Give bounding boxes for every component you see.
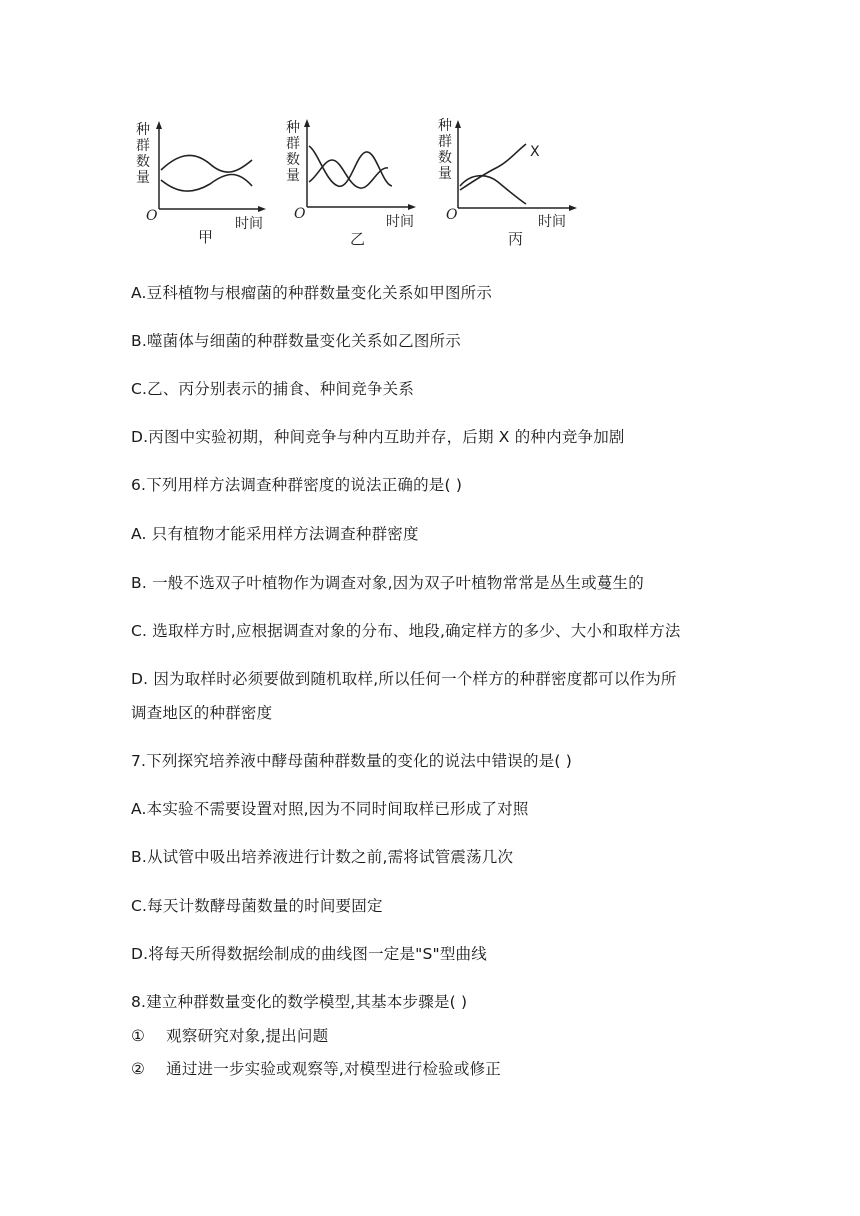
figure-bing [432,112,582,252]
y-label-char: 数 [438,150,452,166]
y-label-char: 种 [136,122,150,138]
step-text: 观察研究对象,提出问题 [166,1027,329,1045]
q7-option-a: A.本实验不需要设置对照,因为不同时间取样已形成了对照 [131,800,529,818]
curve-upper [161,155,252,172]
q8-stem: 8.建立种群数量变化的数学模型,其基本步骤是( ) [131,993,468,1011]
y-label-char: 种 [438,118,452,134]
q6-stem: 6.下列用样方法调查种群密度的说法正确的是( ) [131,476,463,494]
y-label-char: 量 [136,170,150,186]
x-axis-label: 时间 [538,214,566,230]
q5-option-d: D.丙图中实验初期，种间竞争与种内互助并存，后期 X 的种内竞争加剧 [131,428,625,446]
q5-option-b: B.噬菌体与细菌的种群数量变化关系如乙图所示 [131,332,461,350]
q7-option-d: D.将每天所得数据绘制成的曲线图一定是"S"型曲线 [131,945,487,963]
step-number: ② [131,1060,146,1078]
curve-lower [161,175,252,192]
y-label-char: 量 [286,168,300,184]
q8-step-2 [131,1058,501,1080]
origin-label: O [294,206,306,222]
step-text: 通过进一步实验或观察等,对模型进行检验或修正 [166,1060,501,1078]
q6-option-a: A. 只有植物才能采用样方法调查种群密度 [131,525,419,543]
q5-option-a: A.豆科植物与根瘤菌的种群数量变化关系如甲图所示 [131,284,493,302]
y-label-char: 数 [286,152,300,168]
curve-x [460,144,526,190]
q7-option-b: B.从试管中吸出培养液进行计数之前,需将试管震荡几次 [131,848,514,866]
q5-option-c: C.乙、丙分别表示的捕食、种间竞争关系 [131,380,415,398]
figure-caption: 甲 [198,228,214,246]
q7-option-c: C.每天计数酵母菌数量的时间要固定 [131,897,383,915]
figure-caption: 乙 [350,230,366,248]
y-label-char: 数 [136,154,150,170]
y-axis-arrow [156,121,162,129]
q6-option-d-line1: D. 因为取样时必须要做到随机取样,所以任何一个样方的种群密度都可以作为所 [131,670,677,688]
y-label-char: 量 [438,166,452,182]
curve-other-species [460,176,526,204]
y-axis-arrow [304,119,310,127]
origin-label: O [146,208,158,224]
step-number: ① [131,1027,146,1045]
y-label-char: 群 [136,138,150,154]
q7-stem: 7.下列探究培养液中酵母菌种群数量的变化的说法中错误的是( ) [131,752,573,770]
x-axis-arrow [258,206,266,212]
origin-label: O [446,207,458,223]
q6-option-c: C. 选取样方时,应根据调查对象的分布、地段,确定样方的多少、大小和取样方法 [131,622,681,640]
q6-option-b: B. 一般不选双子叶植物作为调查对象,因为双子叶植物常常是丛生或蔓生的 [131,574,644,592]
figure-yi [278,112,428,252]
y-axis-arrow [455,120,461,128]
figure-jia [128,112,268,252]
x-axis-label: 时间 [386,214,414,230]
figure-caption: 丙 [508,230,524,248]
q8-step-1 [131,1025,328,1047]
x-axis-arrow [408,204,416,210]
y-label-char: 群 [438,134,452,150]
curve-label-x: X [530,144,540,160]
y-label-char: 群 [286,136,300,152]
q6-option-d-line2: 调查地区的种群密度 [131,704,273,722]
x-axis-arrow [569,205,577,211]
x-axis-label: 时间 [235,216,263,232]
figure-row [128,112,588,262]
y-label-char: 种 [286,120,300,136]
